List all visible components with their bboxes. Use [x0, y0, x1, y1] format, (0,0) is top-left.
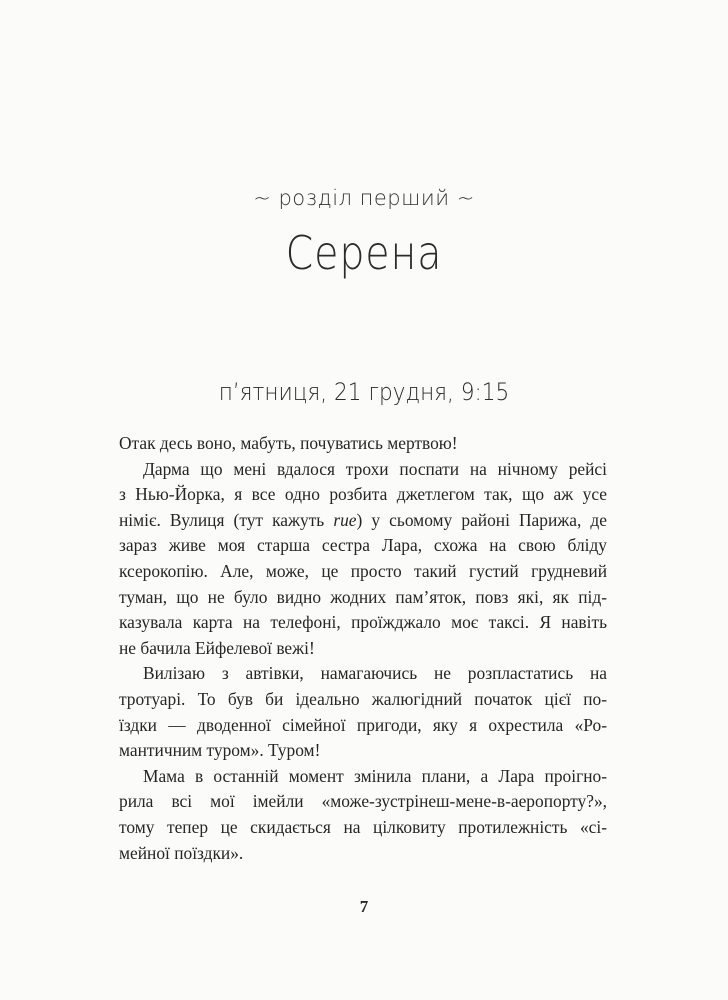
text-line: зараз живе моя старша сестра Лара, схожа на свою бліду [119, 535, 607, 556]
text-line: їздки — дводенної сімейної пригоди, яку я охрестила «Ро- [119, 714, 607, 735]
text-line: мейної поїздки». [119, 842, 244, 863]
text-line: Мама в останній момент змінила плани, а Лара проігно- [143, 765, 607, 786]
text-line: рила всі мої імейли «може-зустрінеш-мене-в-аеропорту?», [119, 791, 607, 812]
text-line: мантичним туром». Туром! [119, 740, 321, 761]
text-line: Вилізаю з автівки, намагаючись не розпластатись на [143, 663, 607, 684]
text-line [119, 508, 607, 534]
text-line: з Нью-Йорка, я все одно розбита джетлегом так, що аж усе [119, 484, 607, 505]
text-line: не бачила Ейфелевої вежі! [119, 637, 315, 658]
italic-word: rue [333, 509, 357, 530]
date-heading: п’ятниця, 21 грудня, 9:15 [218, 378, 510, 406]
text-line: казувала карта на телефоні, проїжджало моє таксі. Я навіть [119, 612, 607, 633]
page-number: 7 [359, 897, 369, 916]
text-line: тротуарі. То був би ідеально жалюгідний початок цієї по- [119, 688, 607, 709]
chapter-label: ~ розділ перший ~ [253, 186, 475, 210]
chapter-title: Серена [285, 226, 443, 280]
text-run: ) у сьомому районі Парижа, де [356, 509, 607, 530]
text-line: туман, що не було видно жодних пам’яток, повз які, як під- [119, 586, 607, 607]
text-line: Отак десь воно, мабуть, почуватись мертвою! [119, 433, 458, 453]
text-run: німіє. Вулиця (тут кажуть [119, 509, 334, 530]
text-line: ксерокопію. Але, може, це просто такий густий грудневий [119, 560, 607, 581]
text-line: Дарма що мені вдалося трохи поспати на нічному рейсі [143, 458, 607, 479]
text-line: тому тепер це скидається на цілковиту протилежність «сі- [119, 816, 607, 837]
body-text [119, 431, 607, 866]
